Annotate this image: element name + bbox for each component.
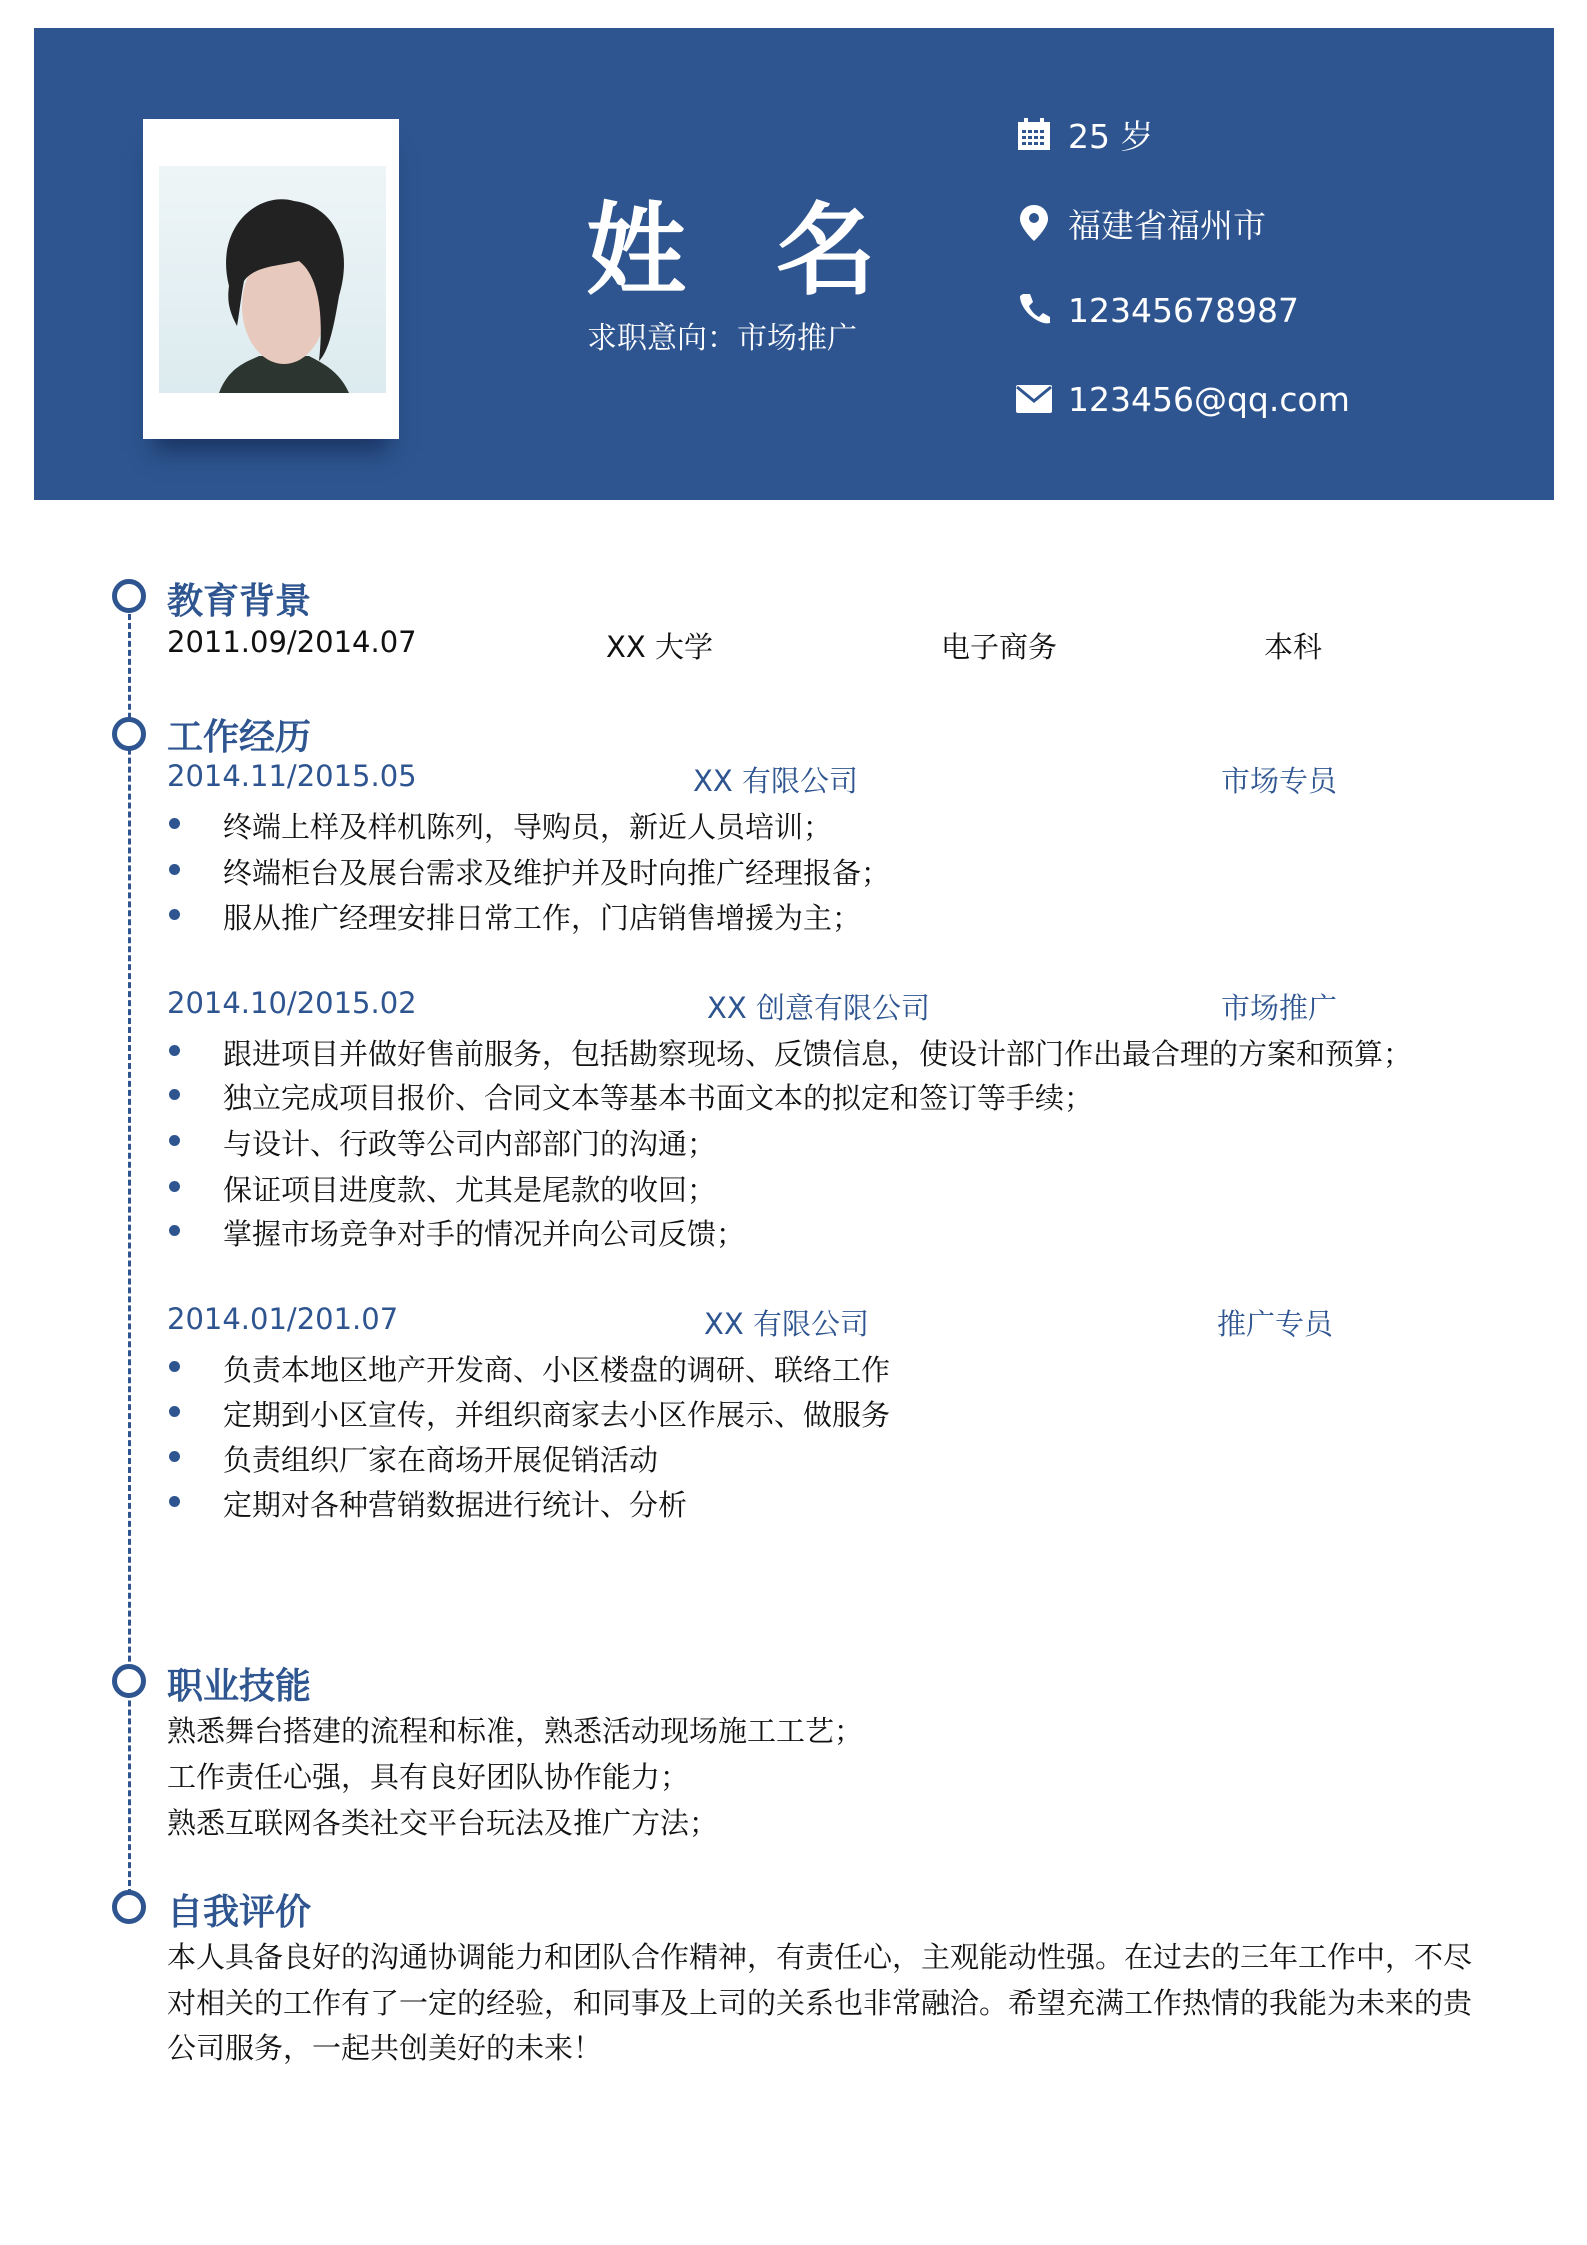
- job-duty: 终端柜台及展台需求及维护并及时向推广经理报备；: [223, 856, 891, 890]
- calendar-icon: [1014, 114, 1054, 154]
- job-company: XX 有限公司: [704, 1307, 869, 1341]
- candidate-name: 姓名: [586, 192, 966, 309]
- job-duty: 与设计、行政等公司内部部门的沟通；: [223, 1127, 717, 1161]
- timeline-node: [112, 579, 146, 613]
- location-text: 福建省福州市: [1068, 205, 1266, 245]
- job-duty: 定期对各种营销数据进行统计、分析: [223, 1488, 688, 1522]
- profile-photo: [159, 166, 386, 393]
- location-pin-icon: [1014, 203, 1054, 243]
- edu-school: XX 大学: [606, 630, 713, 664]
- phone-item: [1014, 290, 1299, 330]
- bullet-dot: [169, 1135, 180, 1146]
- bullet-dot: [169, 864, 180, 875]
- photo-frame: [143, 119, 399, 439]
- timeline-node: [112, 1890, 146, 1924]
- job-role: 推广专员: [1217, 1307, 1334, 1341]
- job-duty: 独立完成项目报价、合同文本等基本书面文本的拟定和签订等手续；: [223, 1081, 1094, 1115]
- location-item: [1014, 203, 1266, 243]
- bullet-dot: [169, 1045, 180, 1056]
- timeline-node: [112, 1664, 146, 1698]
- bullet-dot: [169, 1361, 180, 1372]
- self-eval-title: 自我评价: [167, 1892, 312, 1933]
- skill-item: 熟悉互联网各类社交平台玩法及推广方法；: [167, 1806, 719, 1840]
- email-text: 123456@qq.com: [1068, 379, 1350, 419]
- bullet-dot: [169, 1496, 180, 1507]
- edu-period: 2011.09/2014.07: [167, 625, 417, 659]
- bullet-dot: [169, 909, 180, 920]
- job-duty: 终端上样及样机陈列，导购员，新近人员培训；: [223, 810, 833, 844]
- phone-text: 12345678987: [1068, 290, 1299, 330]
- age-text: 25 岁: [1068, 116, 1154, 156]
- job-period: 2014.11/2015.05: [167, 759, 417, 793]
- bullet-dot: [169, 1225, 180, 1236]
- job-role: 市场专员: [1221, 764, 1338, 798]
- edu-degree: 本科: [1264, 630, 1323, 664]
- timeline-node: [112, 717, 146, 751]
- bullet-dot: [169, 1181, 180, 1192]
- job-company: XX 有限公司: [693, 764, 858, 798]
- job-company: XX 创意有限公司: [707, 991, 930, 1025]
- work-title: 工作经历: [167, 717, 312, 758]
- bullet-dot: [169, 1406, 180, 1417]
- email-item: [1014, 379, 1350, 419]
- bullet-dot: [169, 1451, 180, 1462]
- phone-icon: [1014, 290, 1054, 330]
- age-item: [1014, 114, 1153, 154]
- job-role: 市场推广: [1221, 991, 1338, 1025]
- skill-item: 工作责任心强，具有良好团队协作能力；: [167, 1760, 690, 1794]
- job-duty: 负责本地区地产开发商、小区楼盘的调研、联络工作: [223, 1353, 891, 1387]
- job-duty: 掌握市场竞争对手的情况并向公司反馈；: [223, 1217, 746, 1251]
- job-duty: 保证项目进度款、尤其是尾款的收回；: [223, 1173, 717, 1207]
- bullet-dot: [169, 1089, 180, 1100]
- job-intent: 求职意向：市场推广: [587, 321, 857, 356]
- bullet-dot: [169, 818, 180, 829]
- edu-major: 电子商务: [941, 630, 1058, 664]
- job-period: 2014.01/201.07: [167, 1302, 399, 1336]
- job-duty: 跟进项目并做好售前服务，包括勘察现场、反馈信息，使设计部门作出最合理的方案和预算；: [223, 1037, 1413, 1071]
- skill-item: 熟悉舞台搭建的流程和标准，熟悉活动现场施工工艺；: [167, 1714, 864, 1748]
- skills-title: 职业技能: [167, 1666, 312, 1707]
- mail-icon: [1014, 379, 1054, 419]
- education-title: 教育背景: [167, 581, 312, 622]
- job-period: 2014.10/2015.02: [167, 986, 417, 1020]
- job-duty: 服从推广经理安排日常工作，门店销售增援为主；: [223, 901, 862, 935]
- self-eval-text: 本人具备良好的沟通协调能力和团队合作精神，有责任心，主观能动性强。在过去的三年工作中，不尽对相关的工作有了一定的经验，和同事及上司的关系也非常融洽。希望充满工作热情的我能为未来的贵公司服务，一起共创美好的未来！: [167, 1940, 1473, 2065]
- job-duty: 定期到小区宣传，并组织商家去小区作展示、做服务: [223, 1398, 891, 1432]
- job-duty: 负责组织厂家在商场开展促销活动: [223, 1443, 659, 1477]
- timeline-line: [128, 614, 131, 1904]
